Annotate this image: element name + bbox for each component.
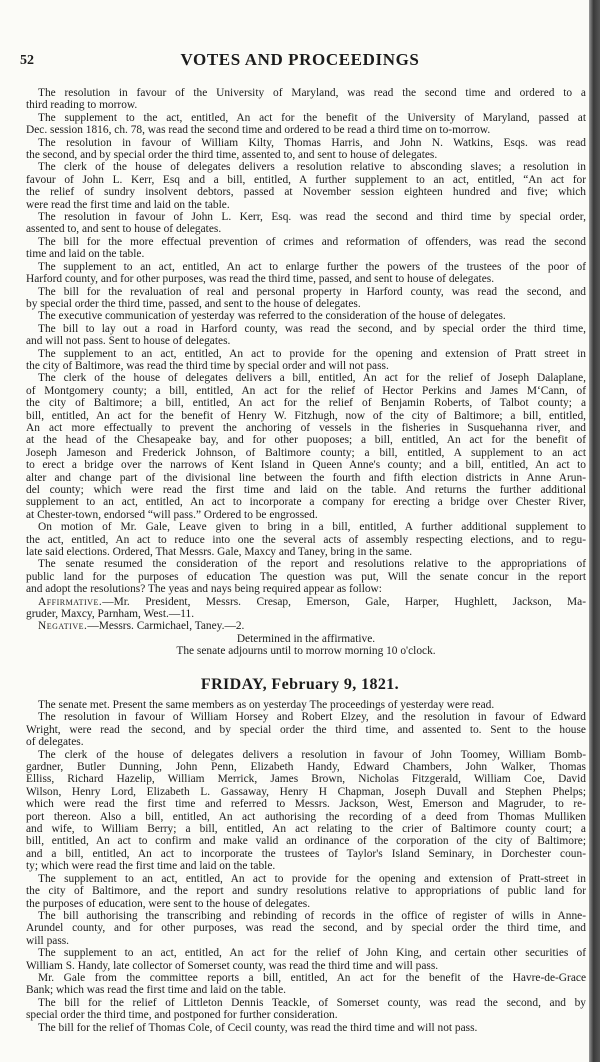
paragraph — [26, 558, 586, 595]
vote-label: Negative. — [38, 620, 88, 633]
paragraph — [26, 997, 586, 1022]
text-line: will pass. — [26, 934, 70, 947]
text-line — [26, 620, 586, 632]
text-line: to erect a bridge over the narrows of Kent Island in Queen Anne's county; and a bill, entitled, An act to — [26, 459, 586, 472]
text-line: the purposes of education, were sent to the house of delegates. — [26, 897, 311, 910]
text-line: late said elections. Ordered, That Messrs. Gale, Maxcy and Taney, bring in the same. — [26, 546, 413, 559]
text-line: Dec. session 1816, ch. 78, was read the second time and ordered to be read a third time on to-morrow. — [26, 124, 491, 137]
paragraph — [26, 620, 586, 632]
text-line: The clerk of the house of delegates delivers a resolution relative to absconding slaves; a resolution in — [38, 161, 586, 174]
paragraph — [26, 310, 586, 322]
paragraph — [26, 749, 586, 873]
text-line: The supplement to an act, entitled, An act for the relief of John King, and certain other securities of — [38, 947, 586, 960]
paragraph — [26, 348, 586, 373]
text-line: The resolution in favour of William Kilty, Thomas Harris, and John N. Watkins, Esqs. was read — [38, 136, 586, 149]
text-line: The resolution in favour of the University of Maryland, was read the second time and ordered to a — [38, 87, 586, 99]
text-line: favour of John L. Kerr, Esq and a bill, entitled, A further supplement to an act, entitled, “An act for — [26, 173, 586, 186]
text-line: The bill authorising the transcribing and rebinding of records in the office of register of wills in Anne- — [38, 909, 586, 922]
vote-names: —Messrs. Carmichael, Taney.—2. — [87, 620, 245, 633]
paragraph — [26, 1022, 586, 1034]
adjournment-note: The senate adjourns until to morrow morning 10 o'clock. — [176, 645, 436, 658]
text-line: and adopt the resolutions? The yeas and nays being required appear as follow: — [26, 583, 382, 596]
text-line: third reading to morrow. — [26, 99, 138, 112]
text-line: port thereon. Also a bill, entitled, An act authorising the recording of a deed from Thomas Mulliken — [26, 810, 586, 823]
date-heading: FRIDAY, February 9, 1821. — [200, 676, 400, 693]
text-line: which were read the first time and referred to Messrs. Jackson, West, Emerson and Magruder, to re- — [26, 798, 586, 811]
text-line: The bill for the relief of Thomas Cole, of Cecil county, was read the third time and will not pass. — [38, 1021, 478, 1034]
paragraph — [26, 910, 586, 947]
paragraph — [26, 596, 586, 621]
text-line: William S. Handy, late collector of Somerset county, was read the third time and will pass. — [26, 959, 439, 972]
text-line: The supplement to an act, entitled, An act to provide for the opening and extension of Pratt-street in — [38, 872, 586, 885]
text-line: The clerk of the house of delegates delivers a resolution in favour of John Toomey, William Bomb- — [38, 748, 586, 761]
text-line: Joseph Jameson and Frederick Johnson, of Baltimore county; a bill, entitled, A supplement to an act — [26, 446, 586, 459]
text-line: The supplement to an act, entitled, An act to enlarge further the powers of the trustees of the poor of — [38, 260, 586, 273]
text-line: The resolution in favour of John L. Kerr, Esq. was read the second and third time by special order, — [38, 211, 586, 224]
paragraph — [26, 236, 586, 261]
text-line: supplement to an act, entitled, An act to incorporate a company for erecting a bridge over Chester River, — [26, 496, 586, 509]
text-line: The executive communication of yesterday was referred to the consideration of the house of delegates. — [38, 310, 506, 323]
paragraph — [26, 972, 586, 997]
page-title: VOTES AND PROCEEDINGS — [180, 50, 420, 69]
paragraph — [26, 323, 586, 348]
paragraph — [26, 699, 586, 711]
paragraph — [26, 286, 586, 311]
text-line: and wife, to William Berry; a bill, entitled, An act relating to the crier of Baltimore county court; a — [26, 823, 586, 836]
scan-page-edge — [589, 0, 600, 1062]
text-line: Wright, were read the second, and by special order the third time, and assented to. Sent to the house — [26, 723, 586, 736]
text-line: the second, and by special order the third time, assented to, and sent to house of delegates. — [26, 149, 438, 162]
text-line: Bank; which was read the first time and laid on the table. — [26, 984, 287, 997]
page-number: 52 — [20, 53, 34, 68]
text-line: The senate met. Present the same members as on yesterday The proceedings of yesterday were read. — [38, 699, 495, 711]
text-line: The supplement to the act, entitled, An act for the benefit of the University of Maryland, passed at — [38, 111, 586, 124]
text-line: bill, entitled, An act to confirm and make valid an ordinance of the corporation of the city of Baltimore; — [26, 835, 586, 848]
paragraph — [26, 211, 586, 236]
text-line: gardner, Butler Dunning, John Penn, Elizabeth Handy, Edward Chambers, John Walker, Thomas — [26, 761, 586, 774]
paragraph — [26, 873, 586, 910]
paragraph — [26, 521, 586, 558]
text-line: The senate resumed the consideration of the report and resolutions relative to the appropriations of — [38, 558, 586, 571]
text-line: the city of Baltimore; a bill, entitled, An act for the relief of Benjamin Roberts, of Talbot county; a — [26, 397, 586, 410]
text-line: Mr. Gale from the committee reports a bill, entitled, An act for the benefit of the Havre-de-Grace — [38, 971, 586, 984]
section-feb-9-proceedings — [26, 699, 586, 1034]
text-line: gruder, Maxcy, Parnham, West.—11. — [26, 608, 195, 621]
text-line: the relief of sundry insolvent debtors, passed at November session eighteen hundred and five; which — [26, 186, 586, 199]
text-line: ty; which were read the first time and laid on the table. — [26, 860, 276, 873]
text-line: by special order the third time, passed, and sent to the house of delegates. — [26, 297, 361, 310]
text-line: special order the third time, and postponed for further consideration. — [26, 1009, 338, 1022]
text-line: del county; which were read the first time and laid on the table. And returns the further additional — [26, 484, 586, 496]
text-line: alter and change part of the divisional line between the fourth and fifth election districts in Anne Arun- — [26, 471, 586, 484]
text-line: assented to, and sent to house of delegates. — [26, 223, 222, 236]
text-line: the city of Baltimore, and the report and sundry resolutions relative to appropriations of public land for — [26, 885, 586, 898]
text-line: and will not pass. Sent to house of delegates. — [26, 335, 231, 348]
text-line: Wilson, Henry Lord, Elizabeth L. Gassaway, Henry H Chapman, Joseph Duvall and Stephen Phelps; — [26, 785, 586, 798]
text-line: An act more effectually to prevent the anchoring of vessels in the fisheries in Susquehanna river, and — [26, 421, 586, 434]
paragraph-list — [26, 699, 586, 1034]
paragraph-list — [26, 87, 586, 633]
paragraph — [26, 112, 586, 137]
paragraph — [26, 137, 586, 162]
vote-result: Determined in the affirmative. — [236, 632, 376, 645]
text-line: Arundel county, and for other purposes, was read the second, and by special order the third time, and — [26, 922, 586, 935]
text-line: the act, entitled, An act to reduce into one the several acts of assembly respecting elections, and to regu- — [26, 533, 586, 546]
text-line: of Montgomery county; a bill, entitled, An act for the relief of Hector Perkins and James M‘Cann, of — [26, 384, 586, 397]
text-line: The clerk of the house of delegates delivers a bill, entitled, An act for the relief of Joseph Dalaplane, — [38, 372, 586, 385]
paragraph — [26, 261, 586, 286]
text-line: Harford county, and for other purposes, was read the third time, passed, and sent to house of delegates. — [26, 273, 495, 286]
vote-names: —Mr. President, Messrs. Cresap, Emerson, Gale, Harper, Hughlett, Jackson, Ma- — [102, 595, 586, 608]
text-line: time and laid on the table. — [26, 248, 145, 261]
paragraph — [26, 161, 586, 211]
text-line: The bill for the relief of Littleton Dennis Teackle, of Somerset county, was read the second, and by — [38, 996, 586, 1009]
section-feb-8-proceedings — [26, 87, 586, 658]
text-line: The bill for the revaluation of real and personal property in Harford county, was read the second, and — [38, 285, 586, 298]
text-line: On motion of Mr. Gale, Leave given to bring in a bill, entitled, A further additional supplement to — [38, 521, 586, 534]
text-line: at Chester-town, endorsed “will pass.” Ordered to be engrossed. — [26, 508, 318, 521]
paragraph — [26, 372, 586, 521]
text-line: The bill to lay out a road in Harford county, was read the second, and by special order the third time, — [38, 322, 586, 335]
text-line: The supplement to an act, entitled, An act to provide for the opening and extension of Pratt street in — [38, 347, 586, 360]
text-line: Elliss, Richard Hazelip, William Merrick, James Brown, Nicholas Fitzgerald, William Coe, David — [26, 773, 586, 786]
paragraph — [26, 947, 586, 972]
paragraph — [26, 711, 586, 748]
text-line: were read the first time and laid on the table. — [26, 198, 230, 211]
text-line: The resolution in favour of William Horsey and Robert Elzey, and the resolution in favour of Edward — [38, 711, 586, 724]
text-line: of delegates. — [26, 736, 84, 749]
text-line — [26, 596, 586, 608]
text-line: the city of Baltimore, was read the third time by special order and will not pass. — [26, 359, 389, 372]
paragraph — [26, 87, 586, 112]
vote-label: Affirmative. — [38, 595, 103, 608]
text-line: at the head of the Chesapeake bay, and for other puoposes; a bill, entitled, An act for the benefit of — [26, 434, 586, 447]
text-line: The bill for the more effectual prevention of crimes and reformation of offenders, was read the second — [38, 235, 586, 248]
text-line: bill, entitled, An act for the benefit of Henry W. Fitzhugh, now of the city of Baltimore; a bill, entitled, — [26, 409, 586, 422]
text-line: public land for the purposes of education The question was put, Will the senate concur in the report — [26, 570, 586, 583]
text-line: and a bill, entitled, An act to incorporate the trustees of Taylor's Island Seminary, in Dorchester coun- — [26, 847, 586, 860]
